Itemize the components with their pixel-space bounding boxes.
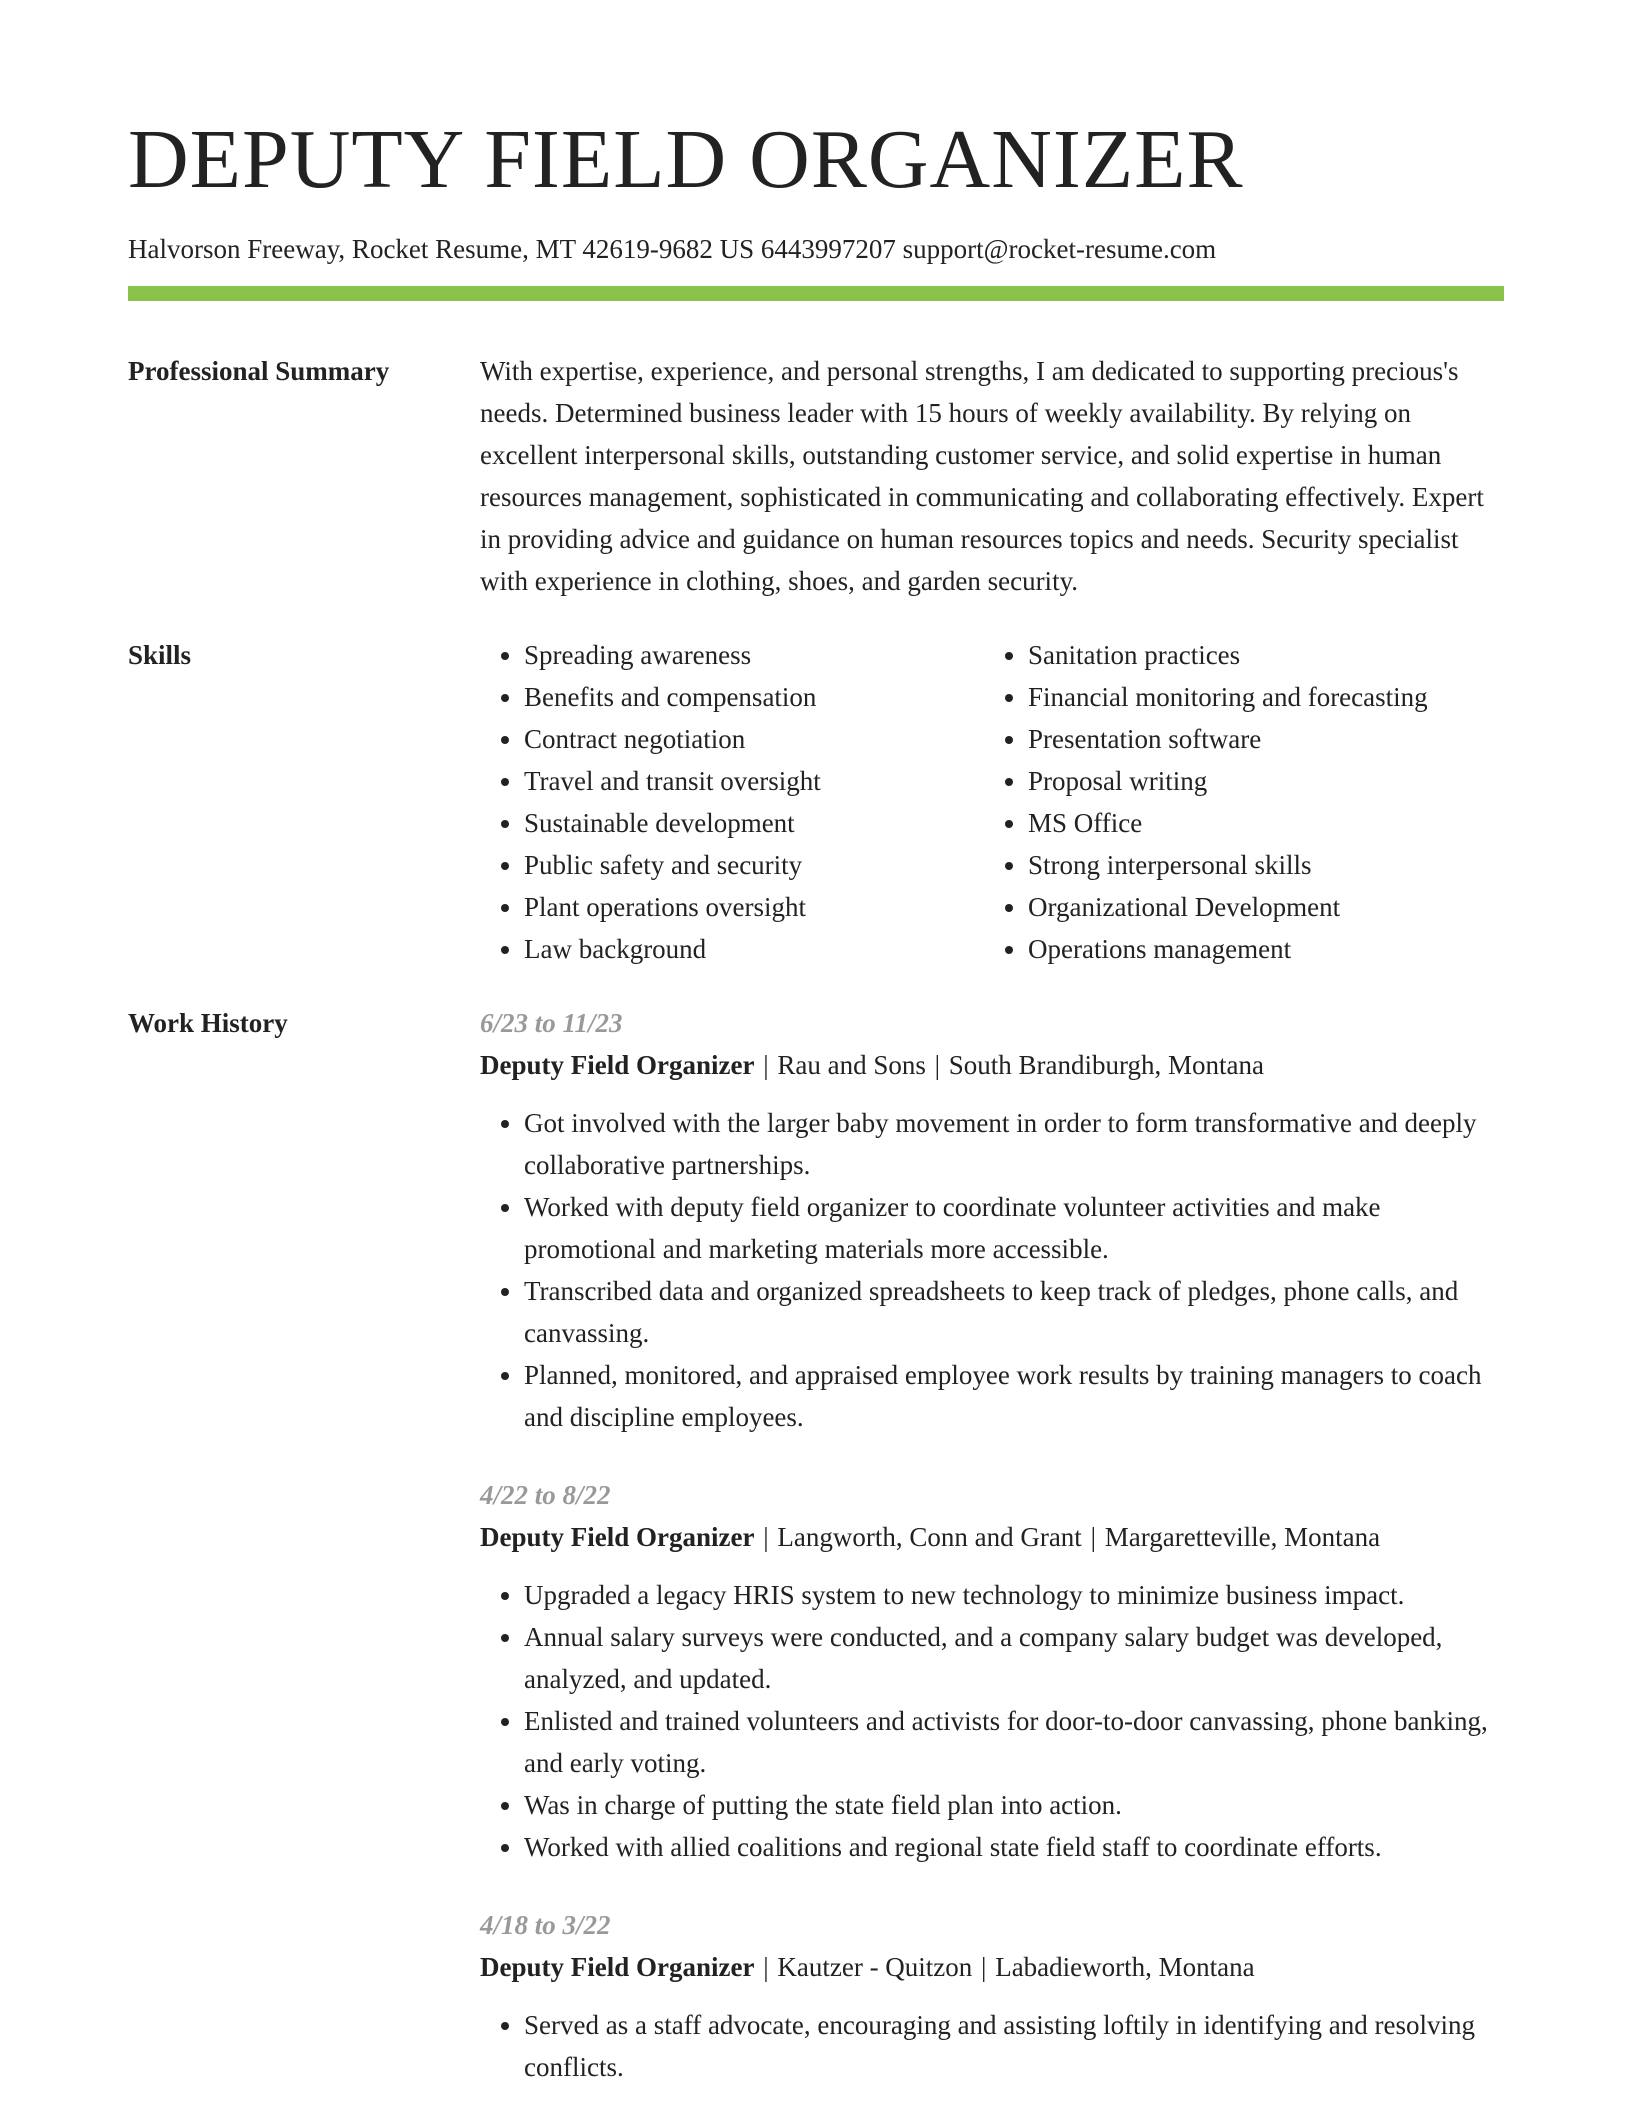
job-title: Deputy Field Organizer <box>480 1050 755 1080</box>
job-heading <box>480 1044 1504 1086</box>
job-company: Langworth, Conn and Grant <box>777 1522 1082 1552</box>
job-bullet: • Annual salary surveys were conducted, and a company salary budget was developed, analyzed, and updated. <box>524 1616 1504 1700</box>
skill-item: • Proposal writing <box>1028 760 1504 802</box>
job-bullet: • Transcribed data and organized spreadsheets to keep track of pledges, phone calls, and canvassing. <box>524 1270 1504 1354</box>
job-heading <box>480 1516 1504 1558</box>
skills-heading: Skills <box>128 640 192 670</box>
summary-body <box>480 350 1504 602</box>
summary-text: With expertise, experience, and personal strengths, I am dedicated to supporting precious's needs. Determined business leader with 15 hours of weekly availability. By relying on excellent interpersonal skills, outstanding customer service, and solid expertise in human resources management, sophisticated in communicating and collaborating effectively. Expert in providing advice and guidance on human resources topics and needs. Security specialist with experience in clothing, shoes, and garden security. <box>480 356 1484 596</box>
job-bullet: • Was in charge of putting the state field plan into action. <box>524 1784 1504 1826</box>
job-bullet: • Got involved with the larger baby movement in order to form transformative and deeply collaborative partnerships. <box>524 1102 1504 1186</box>
job-entry <box>480 1904 1504 2088</box>
job-bullets <box>480 1574 1504 1868</box>
skill-item: • Financial monitoring and forecasting <box>1028 676 1504 718</box>
skill-item: • Strong interpersonal skills <box>1028 844 1504 886</box>
summary-section <box>128 350 1504 602</box>
work-history-section <box>128 1002 1504 2124</box>
job-location: South Brandiburgh, Montana <box>948 1050 1265 1080</box>
skill-item: • MS Office <box>1028 802 1504 844</box>
skill-item: • Law background <box>524 928 984 970</box>
page-title: DEPUTY FIELD ORGANIZER <box>128 113 1244 206</box>
skill-item: • Public safety and security <box>524 844 984 886</box>
separator: | <box>763 1952 769 1982</box>
job-dates: 6/23 to 11/23 <box>480 1008 623 1038</box>
job-location: Margaretteville, Montana <box>1104 1522 1381 1552</box>
skills-section <box>128 634 1504 970</box>
skill-item: • Operations management <box>1028 928 1504 970</box>
skill-item: • Spreading awareness <box>524 634 984 676</box>
job-company: Kautzer - Quitzon <box>777 1952 973 1982</box>
separator: | <box>1090 1522 1096 1552</box>
job-bullets <box>480 2004 1504 2088</box>
work-history-heading: Work History <box>128 1008 288 1038</box>
skill-item: • Plant operations oversight <box>524 886 984 928</box>
job-title: Deputy Field Organizer <box>480 1522 755 1552</box>
job-entry <box>480 1474 1504 1868</box>
skill-item: • Contract negotiation <box>524 718 984 760</box>
job-bullets <box>480 1102 1504 1438</box>
job-entry <box>480 1002 1504 1438</box>
job-company: Rau and Sons <box>777 1050 926 1080</box>
skill-item: • Presentation software <box>1028 718 1504 760</box>
summary-heading: Professional Summary <box>128 356 390 386</box>
job-bullet: • Enlisted and trained volunteers and activists for door-to-door canvassing, phone banking, and early voting. <box>524 1700 1504 1784</box>
skill-item: • Travel and transit oversight <box>524 760 984 802</box>
separator: | <box>934 1050 941 1080</box>
separator: | <box>981 1952 987 1982</box>
job-location: Labadieworth, Montana <box>995 1952 1255 1982</box>
job-heading <box>480 1946 1504 1988</box>
work-history-body <box>480 1002 1504 2124</box>
separator: | <box>763 1050 769 1080</box>
skills-list-left <box>480 634 984 970</box>
skills-list-right <box>984 634 1504 970</box>
resume-sections <box>128 350 1504 2124</box>
contact-line: Halvorson Freeway, Rocket Resume, MT 42619-9682 US 6443997207 support@rocket-resume.com <box>128 234 1217 264</box>
job-bullet: • Worked with allied coalitions and regional state field staff to coordinate efforts. <box>524 1826 1504 1868</box>
skill-item: • Sanitation practices <box>1028 634 1504 676</box>
skill-item: • Sustainable development <box>524 802 984 844</box>
skills-body <box>480 634 1504 970</box>
job-bullet: • Upgraded a legacy HRIS system to new technology to minimize business impact. <box>524 1574 1504 1616</box>
job-bullet: • Served as a staff advocate, encouraging and assisting loftily in identifying and resolving conflicts. <box>524 2004 1504 2088</box>
job-bullet: • Planned, monitored, and appraised employee work results by training managers to coach and discipline employees. <box>524 1354 1504 1438</box>
job-dates: 4/22 to 8/22 <box>480 1480 611 1510</box>
accent-divider <box>128 286 1504 301</box>
separator: | <box>763 1522 769 1552</box>
job-dates: 4/18 to 3/22 <box>480 1910 611 1940</box>
skill-item: • Benefits and compensation <box>524 676 984 718</box>
skill-item: • Organizational Development <box>1028 886 1504 928</box>
job-bullet: • Worked with deputy field organizer to coordinate volunteer activities and make promotional and marketing materials more accessible. <box>524 1186 1504 1270</box>
job-title: Deputy Field Organizer <box>480 1952 755 1982</box>
